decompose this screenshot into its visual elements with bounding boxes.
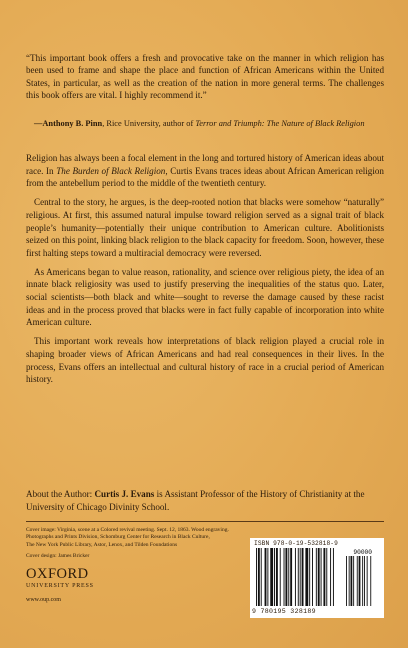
barcode-bar bbox=[270, 548, 273, 606]
ean-digits: 9 780195 328189 bbox=[252, 608, 316, 615]
barcode-bar bbox=[318, 548, 320, 606]
endorsement-attribution bbox=[34, 118, 394, 129]
barcode-bars bbox=[254, 548, 380, 606]
author-name: Curtis J. Evans bbox=[94, 489, 155, 499]
price-code: 90000 bbox=[353, 549, 372, 556]
addon-bar bbox=[357, 556, 358, 606]
barcode-bar bbox=[330, 548, 331, 606]
description-paragraph-1 bbox=[26, 152, 384, 190]
description-paragraph-2: Central to the story, he argues, is the deep-rooted notion that blacks were somehow “naturally” religious. At first, this assumed natural impulse toward religion served as a signal trait of black people’s humanity—potentially their unique contribution to American culture. Abolitionists seized on this point, linking black religion to the black capacity for freedom. Soon, however, these first halting steps toward a multiracial democracy were reversed. bbox=[26, 197, 384, 258]
endorser-role: , Rice University, author of bbox=[102, 119, 196, 128]
about-the-author bbox=[26, 488, 384, 513]
addon-bar bbox=[364, 556, 365, 606]
publisher-logo bbox=[26, 567, 116, 603]
barcode-bar bbox=[326, 548, 327, 606]
barcode-bar bbox=[333, 548, 334, 606]
barcode-bar bbox=[267, 548, 268, 606]
barcode-bar bbox=[288, 548, 289, 606]
publisher-press: UNIVERSITY PRESS bbox=[26, 583, 94, 589]
description-paragraph-4: This important work reveals how interpretations of black religion played a crucial role in shaping broader views of African Americans and had real consequences in their lives. In the process, Evans offers an intellectual and cultural history of race in a crucial period of American history. bbox=[26, 336, 384, 385]
barcode-bar bbox=[290, 548, 292, 606]
barcode-bar bbox=[312, 548, 313, 606]
book-description bbox=[26, 152, 384, 392]
barcode-bar bbox=[261, 548, 262, 606]
isbn-barcode bbox=[250, 538, 384, 618]
credit-line: Cover image: Virginia, scene at a Colored revival meeting. Sept. 12, 1863. Wood engraving. bbox=[26, 527, 229, 533]
endorser-book-title: Terror and Triumph: The Nature of Black Religion bbox=[195, 119, 365, 128]
addon-bar bbox=[370, 556, 371, 606]
barcode-bar bbox=[265, 548, 267, 606]
barcode-bar bbox=[323, 548, 325, 606]
barcode-bar bbox=[285, 548, 287, 606]
description-text: , Curtis Evans traces ideas about African American religion from the antebellum period to the middle of the twentieth century. bbox=[26, 165, 384, 189]
barcode-bar bbox=[284, 548, 285, 606]
addon-bar bbox=[346, 556, 347, 606]
book-title: The Burden of Black Religion bbox=[56, 165, 166, 176]
credit-line: The New York Public Library, Astor, Lenox, and Tilden Foundations bbox=[26, 541, 178, 548]
quote-text: “This important book offers a fresh and provocative take on the manner in which religion has been used to frame and shape the place and function of African Americans within the United States, in particular, as well as the creation of the nation in more general terms. The challenges this book offers are vital. I highly recommend it.” bbox=[26, 53, 384, 101]
cover-credits bbox=[26, 527, 276, 561]
addon-bar bbox=[351, 556, 353, 606]
barcode-bar bbox=[309, 548, 310, 606]
barcode-bar bbox=[321, 548, 322, 606]
addon-bar bbox=[367, 556, 368, 606]
barcode-bar bbox=[274, 548, 275, 606]
isbn-number: ISBN 978-0-19-532818-9 bbox=[254, 540, 338, 547]
barcode-bar bbox=[300, 548, 301, 606]
endorsement-quote bbox=[26, 52, 384, 102]
description-paragraph-3: As Americans began to value reason, rationality, and science over religious piety, the idea of an innate black religiosity was used to justify preserving the inequalities of the status quo. Later, social scientists—both black and white—sought to reverse the damage caused by these racist ideas and in the process proved that blacks were in fact fully capable of incorporation into white American culture. bbox=[26, 266, 384, 328]
barcode-bar bbox=[302, 548, 304, 606]
barcode-bar bbox=[295, 548, 296, 606]
endorser-name: —Anthony B. Pinn bbox=[34, 119, 103, 128]
barcode-bar bbox=[305, 548, 308, 606]
barcode-bar bbox=[280, 548, 281, 606]
credit-line: Photographs and Prints Division, Schomburg Center for Research in Black Culture, bbox=[26, 534, 210, 541]
isbn-label bbox=[254, 540, 380, 547]
cover-design-credit: Cover design: James Bricker bbox=[26, 553, 90, 560]
addon-bar bbox=[362, 556, 363, 606]
author-bio: is Assistant Professor of the History of Christianity at the University of Chicago Divinity School. bbox=[26, 489, 365, 512]
description-text: Religion has always been a focal element in the long and tortured history of American ideas about race. In bbox=[26, 153, 384, 176]
barcode-bar bbox=[298, 548, 299, 606]
divider bbox=[26, 521, 384, 522]
barcode-bar bbox=[258, 548, 260, 606]
addon-bar bbox=[349, 556, 350, 606]
addon-bar bbox=[353, 556, 354, 606]
about-label: About the Author: bbox=[26, 489, 95, 499]
barcode-bar bbox=[316, 548, 317, 606]
barcode-bar bbox=[276, 548, 278, 606]
addon-bar bbox=[359, 556, 361, 606]
publisher-name: OXFORD bbox=[26, 566, 89, 582]
barcode-bar bbox=[256, 548, 257, 606]
publisher-url: www.oup.com bbox=[26, 597, 61, 603]
